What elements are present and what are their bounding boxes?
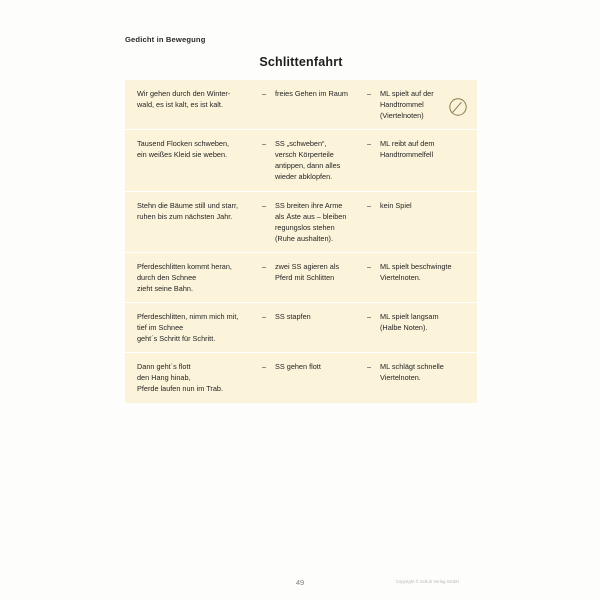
music-text: [380, 361, 477, 383]
action-text: [275, 361, 367, 372]
poem-text-cell-line: ruhen bis zum nächsten Jahr.: [137, 211, 233, 221]
poem-text-cell: [125, 311, 262, 344]
action-text-line: SS stapfen: [275, 312, 311, 322]
dash-separator: –: [367, 200, 372, 210]
music-text-line: ML spielt beschwingte: [380, 261, 452, 271]
dash-separator: –: [262, 261, 267, 271]
table-row: [125, 353, 477, 402]
poem-text-cell: [125, 261, 262, 294]
action-text: [275, 200, 367, 244]
poem-text-cell-line: ein weißes Kleid sie weben.: [137, 150, 228, 160]
dash-separator: –: [262, 200, 267, 210]
music-cell: [367, 200, 477, 211]
action-cell: [262, 88, 367, 99]
music-text: [380, 200, 477, 211]
music-text-line: (Viertelnoten): [380, 111, 424, 121]
page-number: 49: [295, 578, 305, 587]
music-text-line: (Halbe Noten).: [380, 323, 428, 333]
music-text-line: Handtrommelfell: [380, 150, 434, 160]
music-text: [380, 261, 477, 283]
page-title: Schlittenfahrt: [259, 55, 343, 69]
dash-separator: –: [367, 362, 372, 372]
poem-text-cell-line: Pferdeschlitten, nimm mich mit,: [137, 312, 239, 322]
dash-separator: –: [262, 362, 267, 372]
action-text-line: zwei SS agieren als: [275, 261, 340, 271]
poem-text-cell-line: Stehn die Bäume still und starr,: [137, 200, 238, 210]
action-text-line: versch Körperteile: [275, 150, 334, 160]
action-text: [275, 311, 367, 322]
action-text: [275, 261, 367, 283]
poem-text-cell-line: zieht seine Bahn.: [137, 284, 193, 294]
music-text-line: kein Spiel: [380, 200, 412, 210]
action-cell: [262, 311, 367, 322]
dash-separator: –: [367, 89, 372, 98]
action-text: [275, 88, 367, 99]
poem-text-cell: [125, 361, 262, 394]
action-text-line: (Ruhe aushalten).: [275, 233, 334, 243]
action-text-line: Pferd mit Schlitten: [275, 272, 335, 282]
action-text-line: SS breiten ihre Arme: [275, 200, 343, 210]
poem-text-cell-line: den Hang hinab,: [137, 373, 191, 383]
poem-movement-table: [125, 80, 477, 403]
dash-separator: –: [262, 312, 267, 322]
music-text-line: ML reibt auf dem: [380, 139, 435, 149]
action-cell: [262, 261, 367, 283]
dash-separator: –: [367, 261, 372, 271]
action-text-line: SS gehen flott: [275, 362, 321, 372]
poem-text-cell-line: durch den Schnee: [137, 272, 197, 282]
dash-separator: –: [367, 312, 372, 322]
running-head: Gedicht in Bewegung: [125, 35, 206, 44]
poem-text-cell-line: geht´s Schritt für Schritt.: [137, 334, 216, 344]
music-cell: [367, 261, 477, 283]
table-row: [125, 253, 477, 303]
music-cell: [367, 361, 477, 383]
dash-separator: –: [367, 139, 372, 149]
poem-text-cell: [125, 138, 262, 160]
copyright-notice: Copyright © Schuh Verlag GmbH: [396, 579, 460, 584]
action-text-line: wieder abklopfen.: [275, 172, 333, 182]
music-text-line: Viertelnoten.: [380, 373, 421, 383]
action-text-line: antippen, dann alles: [275, 161, 341, 171]
dash-separator: –: [262, 89, 267, 98]
poem-text-cell: [125, 200, 262, 222]
music-text-line: Handtrommel: [380, 100, 424, 110]
poem-text-cell: [125, 88, 262, 110]
table-row: [125, 192, 477, 253]
music-cell: [367, 138, 477, 160]
poem-text-cell-line: tief im Schnee: [137, 323, 184, 333]
music-cell: [367, 311, 477, 333]
action-text-line: als Äste aus – bleiben: [275, 211, 347, 221]
action-cell: [262, 138, 367, 182]
action-cell: [262, 200, 367, 244]
music-text-line: ML schlägt schnelle: [380, 362, 444, 372]
music-text-line: Viertelnoten.: [380, 272, 421, 282]
action-text-line: SS „schweben“,: [275, 139, 327, 149]
table-row: [125, 80, 477, 130]
poem-text-cell-line: Pferde laufen nun im Trab.: [137, 384, 223, 394]
music-text: [380, 311, 477, 333]
music-text-line: ML spielt auf der: [380, 89, 434, 98]
dash-separator: –: [262, 139, 267, 149]
table-row: [125, 130, 477, 191]
poem-text-cell-line: Wir gehen durch den Winter-: [137, 89, 231, 98]
poem-text-cell-line: Tausend Flocken schweben,: [137, 139, 230, 149]
poem-text-cell-line: Dann geht´s flott: [137, 362, 191, 372]
action-text-line: freies Gehen im Raum: [275, 89, 348, 98]
poem-text-cell-line: wald, es ist kalt, es ist kalt.: [137, 100, 223, 110]
table-row: [125, 303, 477, 353]
poem-text-cell-line: Pferdeschlitten kommt heran,: [137, 261, 232, 271]
action-cell: [262, 361, 367, 372]
music-text-line: ML spielt langsam: [380, 312, 439, 322]
hand-drum-icon: [447, 96, 469, 118]
action-text: [275, 138, 367, 182]
action-text-line: regungslos stehen: [275, 222, 335, 232]
music-text: [380, 138, 477, 160]
